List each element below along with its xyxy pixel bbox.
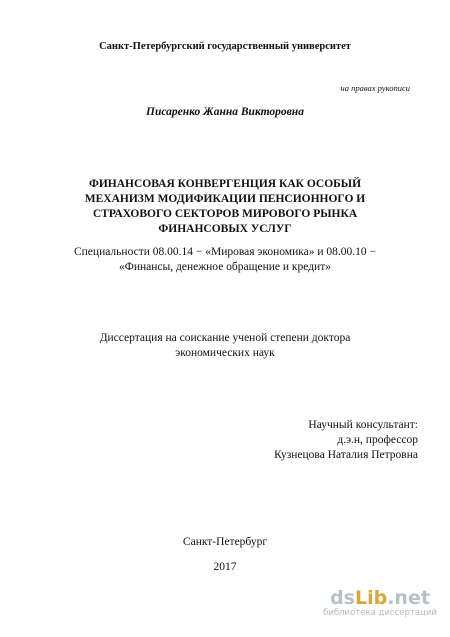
specialty-line: Специальности 08.00.14 − «Мировая экономика» и 08.00.10 − [73,246,377,258]
dissertation-title [0,177,450,237]
logo-part: .net [387,587,430,609]
scientific-advisor [274,418,418,463]
advisor-label: Научный консультант: [308,419,418,431]
logo-part: ds [330,587,355,609]
degree-line: экономических наук [175,347,275,359]
university-name: Санкт-Петербургский государственный университет [99,41,351,52]
degree-line: Диссертация на соискание ученой степени доктора [99,332,351,344]
title-line: МЕХАНИЗМ МОДИФИКАЦИИ ПЕНСИОННОГО И [84,193,366,205]
specialty-line: «Финансы, денежное обращение и кредит» [119,261,331,273]
advisor-degree: д.э.н, профессор [337,434,418,446]
dslib-watermark[interactable] [320,588,440,619]
degree-statement [0,331,450,361]
dslib-logo [320,588,440,608]
title-line: ФИНАНСОВЫХ УСЛУГ [158,223,292,235]
specialty [0,245,450,275]
logo-accent: Lib [354,587,388,609]
city: Санкт-Петербург [182,536,268,548]
watermark-subtitle: библиотека диссертаций [323,608,437,618]
year: 2017 [213,561,237,573]
title-line: СТРАХОВОГО СЕКТОРОВ МИРОВОГО РЫНКА [92,208,358,220]
advisor-name: Кузнецова Наталия Петровна [274,449,418,461]
author-name: Писаренко Жанна Викторовна [146,106,304,118]
title-line: ФИНАНСОВАЯ КОНВЕРГЕНЦИЯ КАК ОСОБЫЙ [88,178,362,190]
rights-note: на правах рукописи [340,83,410,93]
